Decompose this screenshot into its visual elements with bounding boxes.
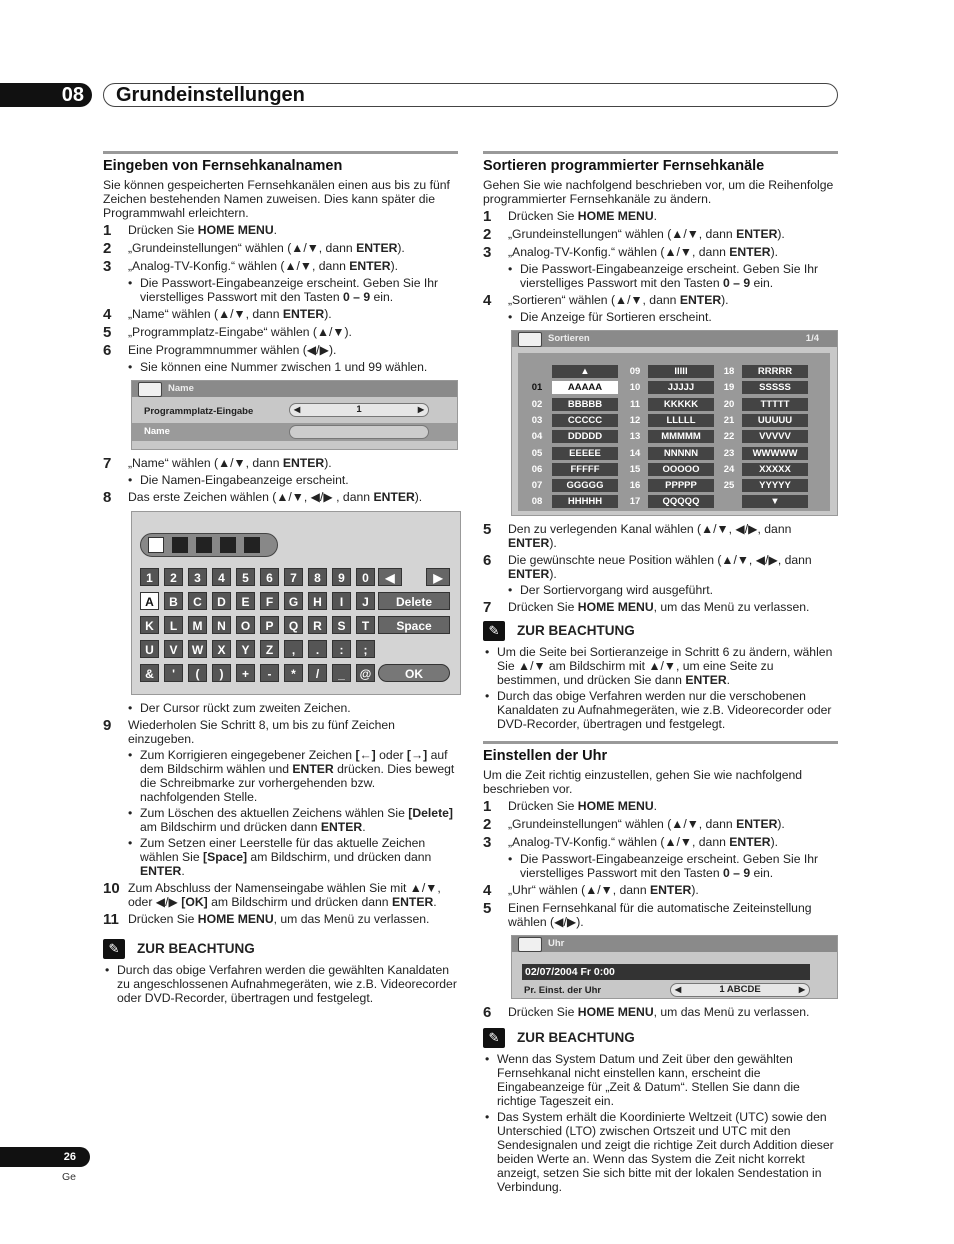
key-0-1[interactable]: 2 [164, 568, 183, 586]
sort-number: 21 [723, 414, 735, 426]
key-4-1[interactable]: ' [164, 664, 183, 682]
step-10: 10 Zum Abschluss der Namenseingabe wählen Sie mit ▲/▼, oder ◀/▶ [OK] am Bildschirm und drücken dann ENTER. [103, 880, 441, 909]
page-indicator: 1/4 [805, 333, 819, 344]
sort-channel[interactable]: DDDDD [552, 430, 618, 443]
note-bullet: • Durch das obige Verfahren werden nur die verschobenen Kanaldaten zu Aufnahmegeräten, wie z.B. Videorecorder oder DVD-Recorder, übertragen und festgelegt. [485, 689, 832, 731]
right-column [483, 151, 838, 1194]
sort-number: 03 [531, 414, 543, 426]
sort-number [718, 495, 740, 508]
sort-number: 18 [723, 366, 735, 377]
key-0-0[interactable]: 1 [140, 568, 159, 586]
sort-channel[interactable]: ▼ [742, 495, 808, 508]
intro-text: Gehen Sie wie nachfolgend beschrieben vor, um die Reihenfolge programmierter Fernsehkanäle zu ändern. [483, 178, 834, 206]
step-1: 1 Drücken Sie HOME MENU. [483, 798, 658, 815]
screen-header: Sortieren 1/4 [512, 331, 837, 347]
sort-number: 12 [629, 414, 641, 426]
key-0-3[interactable]: 4 [212, 568, 231, 586]
sort-number: 05 [531, 447, 543, 459]
clock-screen [511, 935, 838, 999]
field-label: Name [144, 426, 170, 437]
chapter-number: 08 [0, 83, 92, 107]
key-2-9[interactable]: T [356, 616, 375, 634]
sort-channel[interactable]: IIIII [648, 365, 714, 378]
sort-channel[interactable]: UUUUU [742, 414, 808, 427]
key-1-4[interactable]: E [236, 592, 255, 610]
step-5: 5 Den zu verlegenden Kanal wählen (▲/▼, ◀/▶, dann ENTER). [483, 521, 792, 550]
key-3-6[interactable]: , [284, 640, 303, 658]
key-4-0[interactable]: & [140, 664, 159, 682]
key-1-3[interactable]: D [212, 592, 231, 610]
name-slot[interactable] [244, 537, 260, 553]
bullet: • Zum Korrigieren eingegebener Zeichen [←] oder [→] auf dem Bildschirm wählen und ENTER drücken. Dies bewegt die Schreibmarke zur vorhergehenden bzw. nachfolgenden Stelle. [128, 748, 455, 804]
sort-channel[interactable]: RRRRR [742, 365, 808, 378]
field-label: Pr. Einst. der Uhr [524, 985, 602, 996]
key-0-5[interactable]: 6 [260, 568, 279, 586]
note-bullet: • Um die Seite bei Sortieranzeige in Schritt 6 zu ändern, wählen Sie ▲/▼ am Bildschirm mit ▲/▼, um eine Seite zu bestimmen, und drücken Sie dann ENTER. [485, 645, 833, 687]
bullet: • Die Passwort-Eingabeanzeige erscheint. Geben Sie Ihr vierstelliges Passwort mit den Tasten 0 – 9 ein. [508, 852, 819, 880]
sort-number: 06 [531, 463, 543, 475]
key-4-7[interactable]: / [308, 664, 327, 682]
step-5: 5 Einen Fernsehkanal für die automatische Zeiteinstellung wählen (◀/▶). [483, 900, 812, 929]
step-7: 7 Drücken Sie HOME MENU, um das Menü zu verlassen. [483, 599, 810, 616]
section-title: Einstellen der Uhr [483, 748, 608, 764]
key-1-1[interactable]: B [164, 592, 183, 610]
sort-number: 20 [723, 398, 735, 410]
sort-number: 14 [629, 447, 641, 459]
page-number: 26 [0, 1147, 90, 1167]
section-rule [103, 151, 458, 154]
left-arrow-icon: ◀ [294, 405, 301, 414]
sort-number: 25 [723, 480, 735, 492]
note-header: ✎ ZUR BEACHTUNG [483, 1028, 838, 1048]
step-3: 3 „Analog-TV-Konfig.“ wählen (▲/▼, dann ENTER). [483, 244, 779, 261]
sort-channel[interactable]: PPPPP [648, 479, 714, 492]
key-3-9[interactable]: ; [356, 640, 375, 658]
key-3-3[interactable]: X [212, 640, 231, 658]
right-arrow-icon: ▶ [798, 985, 805, 994]
name-slot[interactable] [220, 537, 236, 553]
bullet: • Die Passwort-Eingabeanzeige erscheint. Geben Sie Ihr vierstelliges Passwort mit den Tasten 0 – 9 ein. [128, 276, 439, 304]
name-slot-active[interactable] [148, 537, 164, 553]
key-1-5[interactable]: F [260, 592, 279, 610]
key-3-8[interactable]: : [332, 640, 351, 658]
forward-arrow-key[interactable]: ▶ [426, 568, 450, 586]
key-1-8[interactable]: I [332, 592, 351, 610]
left-column [103, 151, 458, 1005]
bullet: • Der Sortiervorgang wird ausgeführt. [508, 583, 714, 597]
key-1-0[interactable]: A [140, 592, 159, 610]
note-pencil-icon: ✎ [483, 621, 505, 641]
key-3-1[interactable]: V [164, 640, 183, 658]
step-4: 4 „Name“ wählen (▲/▼, dann ENTER). [103, 306, 332, 323]
step-8: 8 Das erste Zeichen wählen (▲/▼, ◀/▶ , dann ENTER). [103, 489, 423, 506]
note-bullet: • Wenn das System Datum und Zeit über den gewählten Fernsehkanal nicht einstellen kann, erscheint die Eingabeanzeige für „Zeit & Datum“. Stellen Sie dann die richtige Tageszeit ein. [485, 1052, 800, 1108]
name-screen [131, 380, 458, 450]
sort-channel[interactable]: OOOOO [648, 463, 714, 476]
sort-channel[interactable]: BBBBB [552, 398, 618, 411]
step-2: 2 „Grundeinstellungen“ wählen (▲/▼, dann ENTER). [103, 240, 405, 257]
sort-number: 04 [531, 431, 543, 443]
date-time-display: 02/07/2004 Fr 0:00 [522, 964, 810, 980]
sort-channel[interactable]: TTTTT [742, 398, 808, 411]
key-0-2[interactable]: 3 [188, 568, 207, 586]
key-4-6[interactable]: * [284, 664, 303, 682]
key-2-4[interactable]: O [236, 616, 255, 634]
key-0-4[interactable]: 5 [236, 568, 255, 586]
right-arrow-icon: ▶ [417, 405, 424, 414]
step-2: 2 „Grundeinstellungen“ wählen (▲/▼, dann ENTER). [483, 816, 785, 833]
section-title: Sortieren programmierter Fernsehkanäle [483, 158, 765, 174]
sort-channel[interactable]: EEEEE [552, 447, 618, 460]
bullet: • Die Anzeige für Sortieren erscheint. [508, 310, 712, 324]
key-1-9[interactable]: J [356, 592, 375, 610]
delete-key[interactable]: Delete [378, 592, 450, 610]
step-3: 3 „Analog-TV-Konfig.“ wählen (▲/▼, dann ENTER). [103, 258, 399, 275]
section-title: Eingeben von Fernsehkanalnamen [103, 158, 343, 174]
sort-number [526, 365, 548, 378]
sort-channel[interactable]: JJJJJ [648, 381, 714, 394]
note-pencil-icon: ✎ [103, 939, 125, 959]
key-1-7[interactable]: H [308, 592, 327, 610]
bullet: • Die Namen-Eingabeanzeige erscheint. [128, 473, 349, 487]
note-header: ✎ ZUR BEACHTUNG [483, 621, 838, 641]
step-2: 2 „Grundeinstellungen“ wählen (▲/▼, dann ENTER). [483, 226, 785, 243]
key-1-2[interactable]: C [188, 592, 207, 610]
key-1-6[interactable]: G [284, 592, 303, 610]
step-4: 4 „Uhr“ wählen (▲/▼, dann ENTER). [483, 882, 699, 899]
sort-number: 17 [629, 496, 641, 508]
key-4-5[interactable]: - [260, 664, 279, 682]
key-2-2[interactable]: M [188, 616, 207, 634]
name-field[interactable] [289, 425, 429, 439]
space-key[interactable]: Space [378, 616, 450, 634]
key-4-4[interactable]: + [236, 664, 255, 682]
key-3-2[interactable]: W [188, 640, 207, 658]
sort-channel[interactable]: FFFFF [552, 463, 618, 476]
key-3-5[interactable]: Z [260, 640, 279, 658]
sort-channel[interactable]: VVVVV [742, 430, 808, 443]
sort-number: 08 [531, 496, 543, 508]
key-0-7[interactable]: 8 [308, 568, 327, 586]
step-9: 9 Wiederholen Sie Schritt 8, um bis zu fünf Zeichen einzugeben. [103, 717, 395, 746]
bullet: • Zum Löschen des aktuellen Zeichens wählen Sie [Delete] am Bildschirm und drücken dann ENTER. [128, 806, 453, 834]
sort-channel[interactable]: KKKKK [648, 398, 714, 411]
key-2-3[interactable]: N [212, 616, 231, 634]
sort-number: 09 [629, 366, 641, 377]
left-arrow-icon: ◀ [675, 985, 682, 994]
step-11: 11 Drücken Sie HOME MENU, um das Menü zu verlassen. [103, 911, 430, 928]
key-4-3[interactable]: ) [212, 664, 231, 682]
section-rule [483, 151, 838, 154]
key-3-0[interactable]: U [140, 640, 159, 658]
clock-channel-selector[interactable]: ◀ 1 ABCDE ▶ [670, 983, 810, 997]
sort-channel[interactable]: NNNNN [648, 447, 714, 460]
sort-number: 02 [531, 398, 543, 410]
intro-text: Sie können gespeicherten Fernsehkanälen einen aus bis zu fünf Zeichen bestehenden Namen zuweisen. Dies kann später die Programmwahl erleichtern. [103, 178, 450, 220]
note-header: ✎ ZUR BEACHTUNG [103, 939, 458, 959]
key-0-6[interactable]: 7 [284, 568, 303, 586]
step-6: 6 Drücken Sie HOME MENU, um das Menü zu verlassen. [483, 1004, 810, 1021]
sort-number: 23 [723, 447, 735, 459]
sort-number: 10 [629, 382, 641, 394]
bullet: • Sie können eine Nummer zwischen 1 und 99 wählen. [128, 360, 428, 374]
sort-channel[interactable]: QQQQQ [648, 495, 714, 508]
name-slot[interactable] [196, 537, 212, 553]
key-4-8[interactable]: _ [332, 664, 351, 682]
key-4-2[interactable]: ( [188, 664, 207, 682]
sort-channel[interactable]: GGGGG [552, 479, 618, 492]
sort-channel[interactable]: AAAAA [552, 381, 618, 394]
sort-number: 13 [629, 431, 641, 443]
remote-icon [518, 937, 542, 952]
step-5: 5 „Programmplatz-Eingabe“ wählen (▲/▼). [103, 324, 352, 341]
name-keyboard [131, 511, 461, 695]
screen-header: Uhr [512, 936, 837, 952]
sort-number: 11 [629, 398, 641, 410]
key-2-0[interactable]: K [140, 616, 159, 634]
intro-text: Um die Zeit richtig einzustellen, gehen Sie wie nachfolgend beschrieben vor. [483, 768, 803, 796]
sort-number: 22 [723, 431, 735, 443]
note-bullet: • Das System erhält die Koordinierte Weltzeit (UTC) sowie den Unterschied (LTO) zwischen Ortszeit und UTC mit den Sendesignalen und zeigt die richtige Zeit durch Addition dieser beiden Werte an. Wenn das System die Zeit nicht korrekt anzeigt, setzen Sie sich bitte mit der lokalen Sendestation in Verbindung. [485, 1110, 834, 1194]
key-2-7[interactable]: R [308, 616, 327, 634]
sort-channel[interactable]: ▲ [552, 365, 618, 378]
sort-channel[interactable]: LLLLL [648, 414, 714, 427]
note-bullet: • Durch das obige Verfahren werden die gewählten Kanaldaten zu angeschlossenen Aufnahmegeräten, wie z.B. Videorecorder oder DVD-Recorder, übertragen und festgelegt. [105, 963, 457, 1005]
sort-channel[interactable]: MMMMM [648, 430, 714, 443]
ok-key[interactable]: OK [378, 664, 450, 682]
note-pencil-icon: ✎ [483, 1028, 505, 1048]
sort-channel[interactable]: CCCCC [552, 414, 618, 427]
remote-icon [518, 332, 542, 347]
channel-selector[interactable]: ◀ 1 ▶ [289, 403, 429, 417]
sort-number: 15 [629, 463, 641, 475]
step-3: 3 „Analog-TV-Konfig.“ wählen (▲/▼, dann ENTER). [483, 834, 779, 851]
sort-channel[interactable]: WWWWW [742, 447, 808, 460]
key-0-9[interactable]: 0 [356, 568, 375, 586]
sort-channel[interactable]: XXXXX [742, 463, 808, 476]
field-label: Programmplatz-Eingabe [144, 406, 254, 417]
chapter-title: Grundeinstellungen [103, 83, 838, 107]
step-7: 7 „Name“ wählen (▲/▼, dann ENTER). [103, 455, 332, 472]
key-2-5[interactable]: P [260, 616, 279, 634]
sort-channel[interactable]: YYYYY [742, 479, 808, 492]
key-2-8[interactable]: S [332, 616, 351, 634]
bullet: • Zum Setzen einer Leerstelle für das aktuelle Zeichen wählen Sie [Space] am Bildschirm, und drücken dann ENTER. [128, 836, 432, 878]
bullet: • Der Cursor rückt zum zweiten Zeichen. [128, 701, 351, 715]
key-2-1[interactable]: L [164, 616, 183, 634]
sort-number: 19 [723, 382, 735, 394]
step-1: 1 Drücken Sie HOME MENU. [483, 208, 658, 225]
key-3-7[interactable]: . [308, 640, 327, 658]
sort-number: 07 [531, 480, 543, 492]
sort-number: 24 [723, 463, 735, 475]
sort-number: 16 [629, 480, 641, 492]
sort-channel[interactable]: HHHHH [552, 495, 618, 508]
key-0-8[interactable]: 9 [332, 568, 351, 586]
remote-icon [138, 382, 162, 397]
bullet: • Die Passwort-Eingabeanzeige erscheint. Geben Sie Ihr vierstelliges Passwort mit den Tasten 0 – 9 ein. [508, 262, 819, 290]
key-3-4[interactable]: Y [236, 640, 255, 658]
back-arrow-key[interactable]: ◀ [378, 568, 402, 586]
sort-number: 01 [531, 382, 543, 394]
page-language: Ge [62, 1171, 77, 1183]
step-1: 1 Drücken Sie HOME MENU. [103, 222, 278, 239]
step-6: 6 Eine Programmnummer wählen (◀/▶). [103, 342, 337, 359]
key-2-6[interactable]: Q [284, 616, 303, 634]
step-6: 6 Die gewünschte neue Position wählen (▲/▼, ◀/▶, dann ENTER). [483, 552, 812, 581]
sort-channel[interactable]: SSSSS [742, 381, 808, 394]
screen-header: Name [132, 381, 457, 397]
step-4: 4 „Sortieren“ wählen (▲/▼, dann ENTER). [483, 292, 729, 309]
sort-screen [511, 330, 838, 516]
name-slot[interactable] [172, 537, 188, 553]
key-4-9[interactable]: @ [356, 664, 375, 682]
section-rule [483, 741, 838, 744]
